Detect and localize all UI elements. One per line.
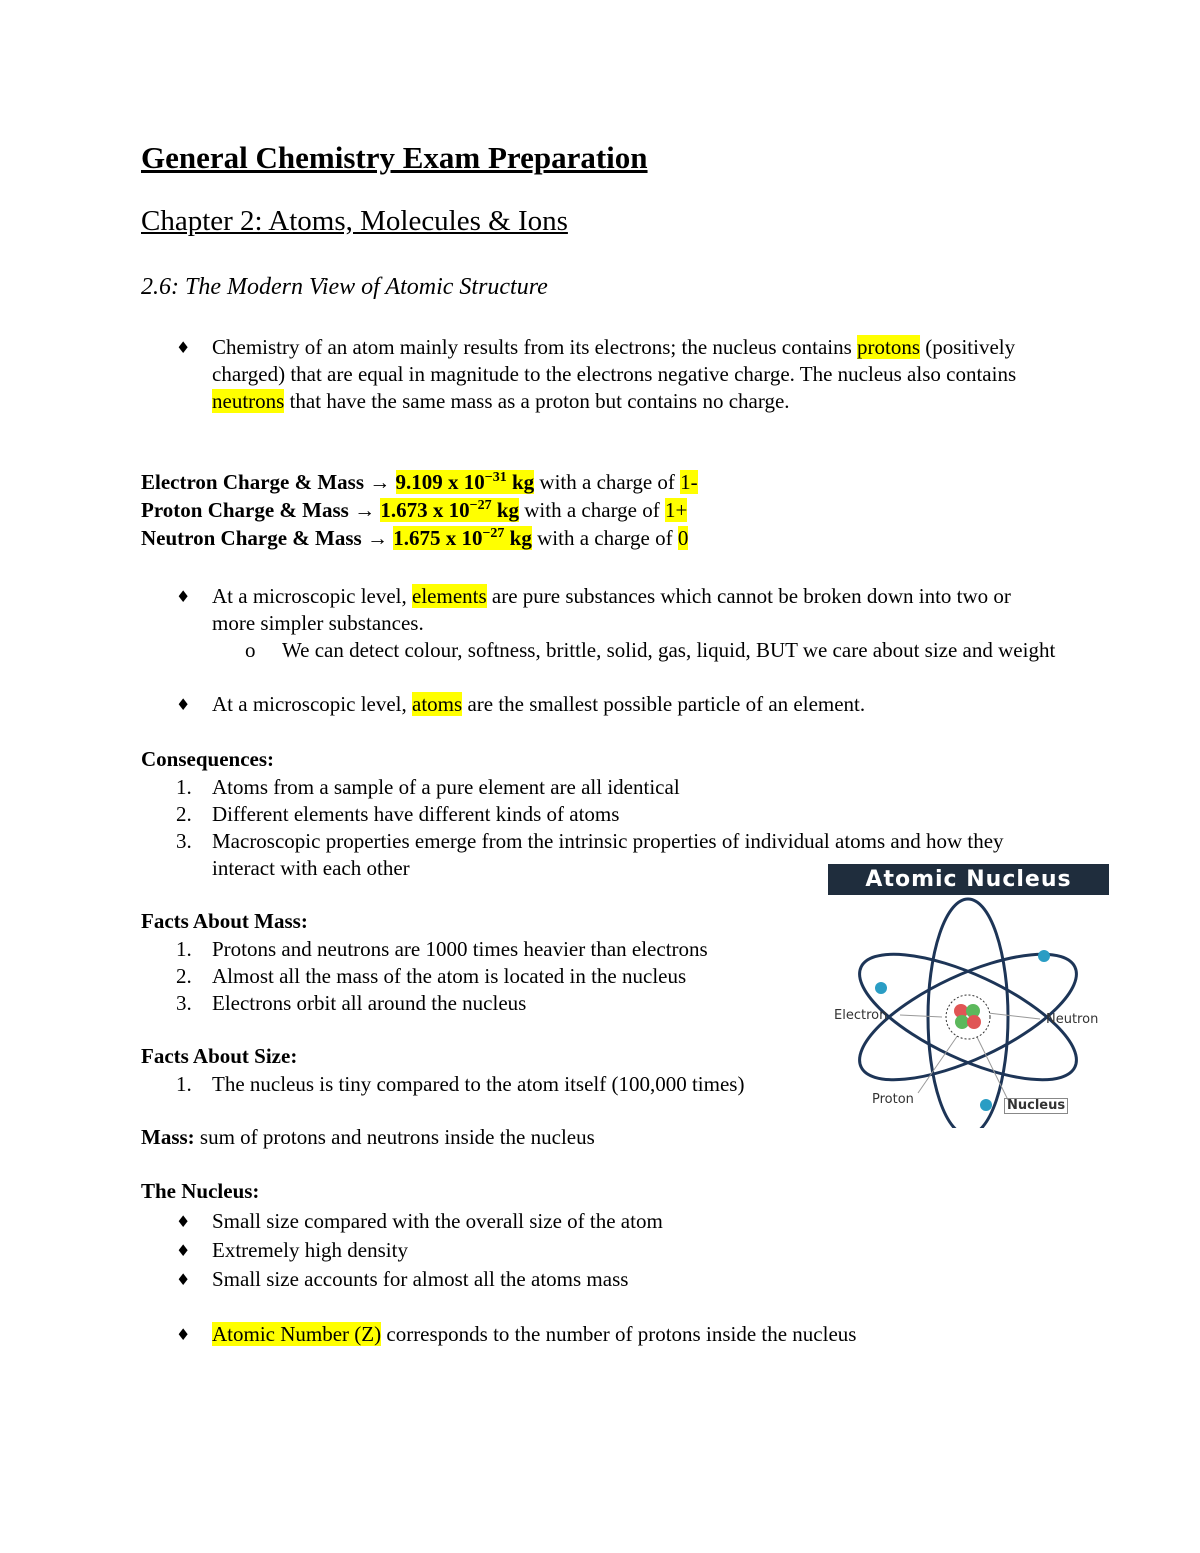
electron-icon [875,982,887,994]
list-number: 2. [176,964,192,988]
particle-label: Electron Charge & Mass [141,470,364,494]
nucleus-bullet-text: Small size accounts for almost all the atoms mass [212,1267,629,1291]
list-number: 2. [176,802,192,826]
text-segment: are the smallest possible particle of an element. [462,692,866,716]
list-item-text: Different elements have different kinds of atoms [212,802,620,826]
arrow-icon: → [354,498,376,522]
proton-icon [967,1015,981,1029]
list-item-text: The nucleus is tiny compared to the atom itself (100,000 times) [212,1072,745,1096]
list-item-text: Macroscopic properties emerge from the intrinsic properties of individual atoms and how they interact with each other [212,829,1004,880]
particle-label: Neutron Charge & Mass [141,526,362,550]
diamond-bullet-icon: ♦ [176,1241,191,1260]
nucleus-boundary [946,995,990,1039]
text-segment: are pure substances which cannot be broken down into two or more simpler substances. [212,584,1011,635]
particle-label: Proton Charge & Mass [141,498,349,522]
mass-definition [141,1125,595,1150]
text-segment: At a microscopic level, [212,584,413,608]
facts-mass-heading: Facts About Mass: [141,909,308,933]
particle-mass: 9.109 x $10^{-31}$ kg [395,470,535,494]
list-number: 3. [176,991,192,1015]
list-number: 1. [176,775,192,799]
elements-bullet-text [212,583,1052,637]
electron-icon [980,1099,992,1111]
highlight-atomic-number: Atomic Number (Z) [212,1322,382,1346]
list-item-text: Protons and neutrons are 1000 times heavier than electrons [212,937,708,961]
diamond-bullet-icon: ♦ [176,338,191,357]
list-item-text: Electrons orbit all around the nucleus [212,991,527,1015]
highlight-atoms: atoms [412,692,463,716]
text-segment: (positively charged) that are equal in magnitude to the electrons negative charge. The nucleus also contains [212,335,1017,386]
nucleus-heading: The Nucleus: [141,1179,260,1203]
mass-label: Mass: [141,1125,195,1149]
elements-sub-text: We can detect colour, softness, brittle, solid, gas, liquid, BUT we care about size and weight [282,638,1056,662]
chapter-heading: Chapter 2: Atoms, Molecules & Ions [141,205,568,237]
facts-size-heading: Facts About Size: [141,1044,298,1068]
particle-charge: 1+ [665,498,688,522]
consequences-heading: Consequences: [141,747,275,771]
intro-bullet-text [212,334,1042,415]
particle-charge: 1- [680,470,698,494]
electron-charge-line [141,470,698,495]
nucleus-bullet-text: Extremely high density [212,1238,408,1262]
text-segment: with a charge of [519,498,665,522]
particle-mass: 1.673 x $10^{-27}$ kg [380,498,520,522]
proton-charge-line [141,498,687,523]
particle-mass: 1.675 x $10^{-27}$ kg [393,526,532,550]
text-segment: with a charge of [531,526,678,550]
nucleus-bullet-text: Small size compared with the overall size of the atom [212,1209,663,1233]
electron-icon [1038,950,1050,962]
text-segment: with a charge of [534,470,681,494]
arrow-icon: → [369,470,391,494]
label-nucleus: Nucleus [1004,1098,1068,1114]
document-title: General Chemistry Exam Preparation [141,140,648,175]
figure-banner: Atomic Nucleus [828,864,1109,895]
list-number: 1. [176,1072,192,1096]
list-number: 1. [176,937,192,961]
label-electron: Electron [834,1008,888,1023]
mass-text: sum of protons and neutrons inside the nucleus [194,1125,595,1149]
arrow-icon: → [366,526,388,550]
list-item-text: Almost all the mass of the atom is located in the nucleus [212,964,687,988]
label-neutron: Neutron [1046,1012,1099,1027]
list-item-text: Atoms from a sample of a pure element are all identical [212,775,680,799]
atoms-bullet-text [212,691,1062,718]
diamond-bullet-icon: ♦ [176,1212,191,1231]
text-segment: Chemistry of an atom mainly results from its electrons; the nucleus contains [212,335,858,359]
text-segment: corresponds to the number of protons inside the nucleus [381,1322,857,1346]
highlight-protons: protons [857,335,921,359]
diamond-bullet-icon: ♦ [176,1325,191,1344]
diamond-bullet-icon: ♦ [176,695,191,714]
atomic-number-text [212,1321,1062,1348]
circle-bullet-icon: o [245,638,256,662]
text-segment: At a microscopic level, [212,692,413,716]
highlight-neutrons: neutrons [212,389,285,413]
diamond-bullet-icon: ♦ [176,587,191,606]
label-proton: Proton [872,1092,914,1107]
neutron-icon [955,1015,969,1029]
section-heading: 2.6: The Modern View of Atomic Structure [141,274,548,300]
highlight-elements: elements [412,584,487,608]
atomic-nucleus-figure [828,864,1109,1128]
diamond-bullet-icon: ♦ [176,1270,191,1289]
text-segment: that have the same mass as a proton but contains no charge. [284,389,790,413]
particle-charge: 0 [677,526,689,550]
neutron-charge-line [141,526,688,551]
list-number: 3. [176,829,192,853]
